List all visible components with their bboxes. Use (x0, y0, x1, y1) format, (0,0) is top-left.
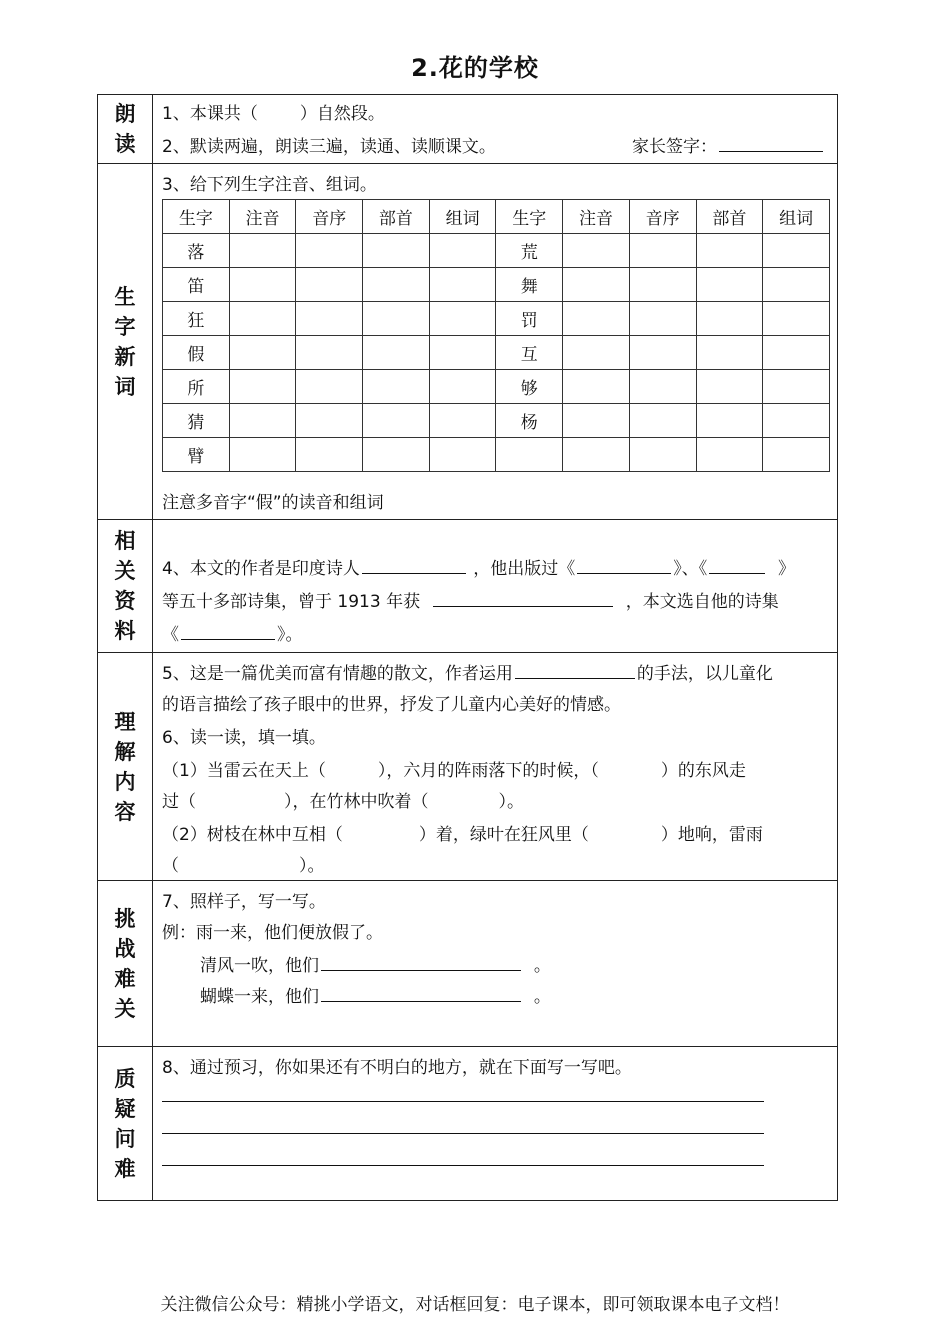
section-label: 朗读 (98, 95, 153, 163)
book1-blank[interactable] (577, 555, 671, 574)
question-1: 1、本课共（ ）自然段。 (162, 104, 385, 124)
table-row (163, 234, 830, 268)
question-4-line-3: 《 》。 (162, 620, 303, 645)
column-header: 部首 (696, 200, 763, 234)
question-6-1-line-1: （1）当雷云在天上（ ），六月的阵雨落下的时候，（ ）的东风走 (162, 761, 746, 781)
question-3: 3、给下列生字注音、组词。 (162, 175, 377, 195)
parent-signature: 家长签字： (632, 132, 825, 157)
column-header: 注音 (229, 200, 296, 234)
answer-line[interactable] (162, 1165, 764, 1166)
character-cell: 舞 (496, 268, 563, 302)
section-reading (98, 95, 837, 164)
character-cell: 落 (163, 234, 230, 268)
character-cell: 狂 (163, 302, 230, 336)
character-cell: 荒 (496, 234, 563, 268)
technique-blank[interactable] (515, 660, 635, 679)
table-row (163, 268, 830, 302)
question-6: 6、读一读，填一填。 (162, 728, 326, 748)
section-materials (98, 520, 837, 653)
character-table (162, 199, 830, 472)
column-header: 组词 (763, 200, 830, 234)
character-cell: 罚 (496, 302, 563, 336)
character-cell: 臂 (163, 438, 230, 472)
table-row (163, 438, 830, 472)
character-cell (496, 438, 563, 472)
question-6-2-line-1: （2）树枝在林中互相（ ）着，绿叶在狂风里（ ）地响，雷雨 (162, 825, 763, 845)
sentence-1-blank[interactable] (321, 952, 521, 971)
section-label: 理解内容 (98, 653, 153, 880)
sentence-2: 蝴蝶一来，他们 。 (200, 982, 551, 1007)
signature-blank[interactable] (719, 133, 823, 152)
character-cell: 互 (496, 336, 563, 370)
section-label: 质疑问难 (98, 1047, 153, 1201)
answer-line[interactable] (162, 1101, 764, 1102)
question-5-line-2: 的语言描绘了孩子眼中的世界，抒发了儿童内心美好的情感。 (162, 695, 621, 715)
column-header: 部首 (363, 200, 430, 234)
column-header: 生字 (496, 200, 563, 234)
character-cell: 假 (163, 336, 230, 370)
table-row (163, 404, 830, 438)
question-8: 8、通过预习，你如果还有不明白的地方，就在下面写一写吧。 (162, 1058, 632, 1078)
section-understanding (98, 653, 837, 881)
poet-blank[interactable] (362, 555, 466, 574)
page-title: 2.花的学校 (411, 54, 539, 82)
answer-line[interactable] (162, 1133, 764, 1134)
table-row (163, 370, 830, 404)
footer-note: 关注微信公众号：精挑小学语文，对话框回复：电子课本，即可领取课本电子文档！ (160, 1295, 790, 1315)
question-6-2-line-2: （ ）。 (162, 856, 325, 876)
question-4-line-1: 4、本文的作者是印度诗人 ，他出版过《 》、《 》 (162, 554, 795, 579)
collection-blank[interactable] (181, 621, 275, 640)
section-new-words (98, 164, 837, 520)
column-header: 组词 (429, 200, 496, 234)
section-label: 生字新词 (98, 164, 153, 519)
polyphone-note: 注意多音字“假”的读音和组词 (162, 493, 384, 513)
section-label: 挑战难关 (98, 881, 153, 1046)
table-row (163, 302, 830, 336)
section-challenge (98, 881, 837, 1047)
column-header: 音序 (296, 200, 363, 234)
column-header: 音序 (629, 200, 696, 234)
example-sentence: 例：雨一来，他们便放假了。 (162, 923, 383, 943)
column-header: 注音 (563, 200, 630, 234)
character-cell: 猜 (163, 404, 230, 438)
character-cell: 杨 (496, 404, 563, 438)
question-6-1-line-2: 过（ ），在竹林中吹着（ ）。 (162, 792, 524, 812)
question-4-line-2: 等五十多部诗集，曾于 1913 年获 ，本文选自他的诗集 (162, 587, 779, 612)
character-cell: 够 (496, 370, 563, 404)
sentence-2-blank[interactable] (321, 983, 521, 1002)
section-label: 相关资料 (98, 520, 153, 652)
character-cell: 所 (163, 370, 230, 404)
worksheet-table (97, 94, 838, 1201)
award-blank[interactable] (433, 588, 613, 607)
table-row (163, 336, 830, 370)
question-5-line-1: 5、这是一篇优美而富有情趣的散文，作者运用 的手法，以儿童化 (162, 659, 773, 684)
sentence-1: 清风一吹，他们 。 (200, 951, 551, 976)
column-header: 生字 (163, 200, 230, 234)
table-header-row (163, 200, 830, 234)
character-cell: 笛 (163, 268, 230, 302)
question-7: 7、照样子，写一写。 (162, 892, 326, 912)
book2-blank[interactable] (709, 555, 765, 574)
question-2: 2、默读两遍，朗读三遍，读通、读顺课文。 (162, 137, 496, 157)
section-questions (98, 1047, 837, 1201)
